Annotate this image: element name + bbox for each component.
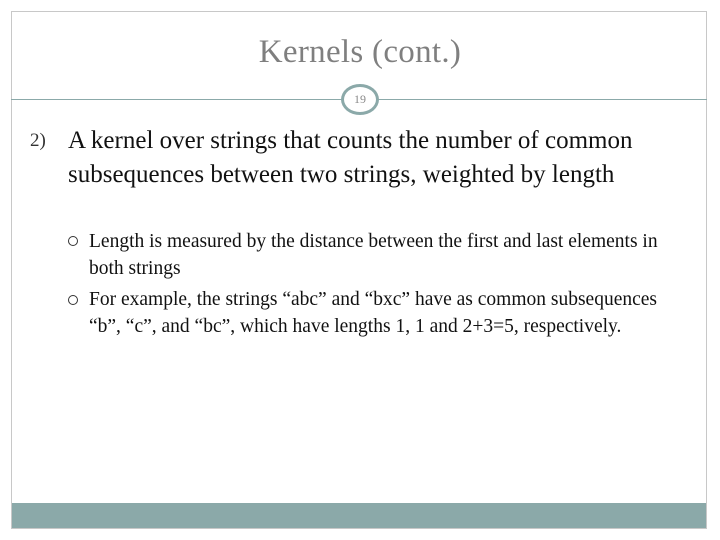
bullet-circle-icon bbox=[68, 295, 78, 305]
sub-bullet-text: Length is measured by the distance between the first and last elements in both strings bbox=[89, 231, 658, 279]
page-number-badge: 19 bbox=[341, 84, 379, 115]
bullet-circle-icon bbox=[68, 236, 78, 246]
sub-bullet-text: For example, the strings “abc” and “bxc” have as common subsequences “b”, “c”, and “bc”, which have lengths 1, 1 and 2+3=5, respectively. bbox=[89, 289, 658, 337]
list-item-number: 2) bbox=[30, 130, 46, 151]
slide-title: Kernels (cont.) bbox=[258, 34, 462, 70]
footer-bar bbox=[12, 503, 706, 528]
list-item-text: A kernel over strings that counts the number of common subsequences between two strings, weighted by length bbox=[68, 127, 633, 188]
